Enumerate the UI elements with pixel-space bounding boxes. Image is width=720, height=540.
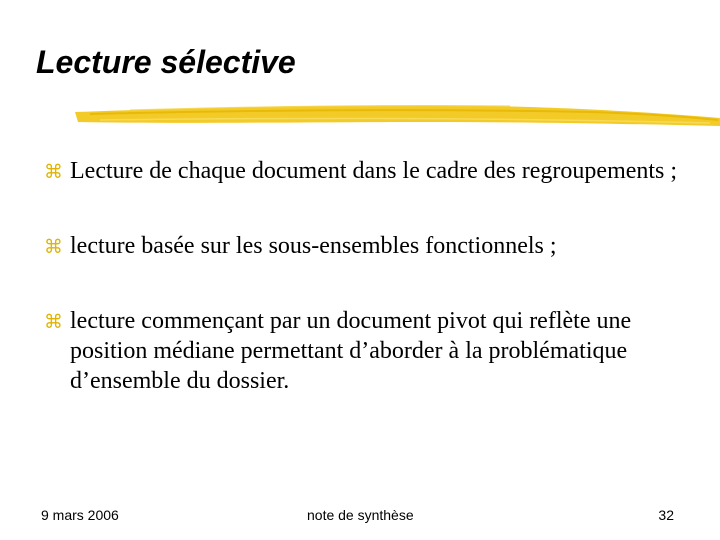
footer-date: 9 mars 2006: [41, 507, 119, 523]
title-underline-brushstroke: [70, 100, 720, 136]
bullet-item: [44, 231, 684, 261]
command-key-icon: ⌘: [44, 161, 63, 183]
bullet-text: lecture basée sur les sous-ensembles fonctionnels ;: [70, 233, 557, 259]
slide-title: Lecture sélective: [36, 44, 296, 80]
bullet-item: [44, 156, 684, 186]
bullet-text: Lecture de chaque document dans le cadre des regroupements ;: [70, 158, 678, 184]
bullet-list: [44, 156, 684, 396]
bullet-text: lecture commençant par un document pivot qui reflète une position médiane permettant d’aborder à la problématique d’ensemble du dossier.: [70, 308, 632, 394]
footer-title: note de synthèse: [307, 507, 414, 523]
command-key-icon: ⌘: [44, 311, 63, 333]
page-number: 32: [658, 507, 674, 523]
bullet-item: [44, 306, 684, 396]
command-key-icon: ⌘: [44, 236, 63, 258]
